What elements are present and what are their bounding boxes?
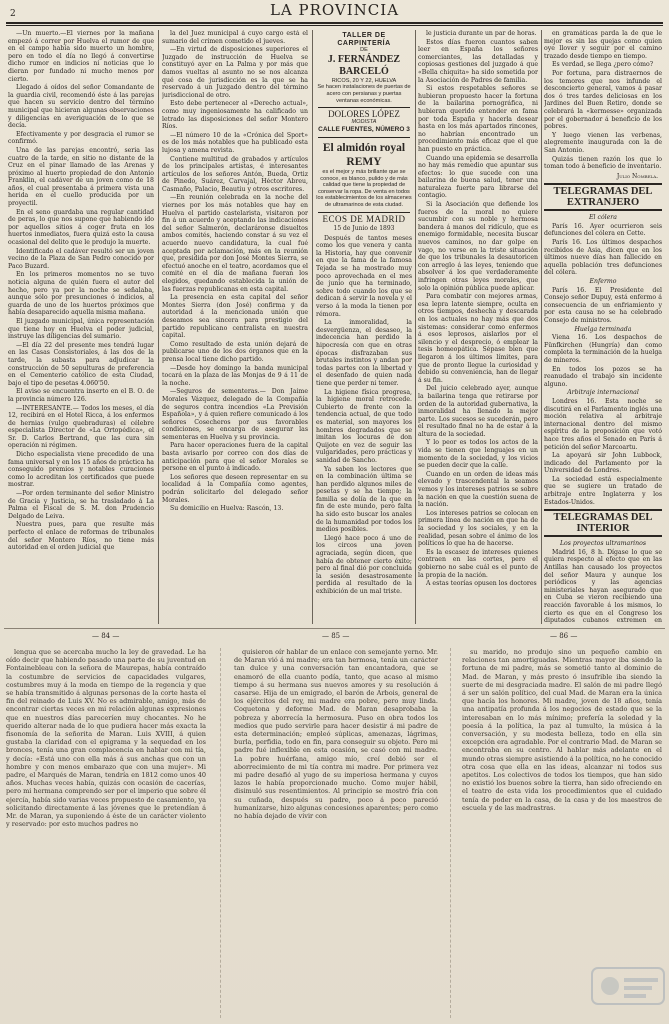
telegram-text: En todos los pozos se ha reanudado el trabajo sin incidente alguno. bbox=[544, 365, 662, 388]
news-paragraph: —Desde hoy domingo la banda municipal tocará en la plaza de las Monjas de 9 á 11 de la noche. bbox=[162, 364, 308, 387]
carpentry-text: Se hacen instalaciones de puertas de acero con persianas y puertas ventanas económicas. bbox=[317, 84, 411, 104]
news-paragraph: —Seguros de sementeras.— Don Jaime Morales Vázquez, delegado de la Compañía de seguros contra incendios «La Previsión Española», y á quien refiere comunicado á los señores Cosecheros por sus favorables condiciones, se encarga de asegurar las sementeras en Huelva y su provincia. bbox=[162, 388, 308, 441]
masthead-rule-thin bbox=[6, 25, 663, 26]
news-paragraph: El juzgado municipal, única representación que tiene hoy en Huelva el poder judicial, instruye las diligencias del sumario. bbox=[8, 317, 154, 341]
news-paragraph: —INTERESANTE.— Todos los meses, el día 12, recibirá en el Hotel Ricca, á los enfermos de hernias (vulgo quebraduras) el célebre especialista Director de «La Ortopédica», el Sr. D. Carlos Bertrand, que las cura sin operación ni régimen. bbox=[8, 404, 154, 450]
news-paragraph: Y lo peor es todos los actos de la vida se tienen que lenguajes en un momento de la sociedad, y los vicios se pueden decir que la calle. bbox=[418, 439, 538, 470]
telegram-text: La sociedad está especialmente que se sugiere un tratado de arbitraje entre Inglaterra y los Estados-Unidos. bbox=[544, 475, 662, 506]
news-paragraph: —El número 10 de la «Crónica del Sport» es de los más notables que ha publicado esta lujosa y amena revista. bbox=[162, 131, 308, 154]
news-paragraph: Los intereses patrios se colocan en primera línea de nación en que ha de la sociedad y los sociales, y en la realidad, pesan sobre el ánimo de los políticos lo que ha de hacerse. bbox=[418, 509, 538, 548]
telegrams-column bbox=[544, 30, 662, 624]
news-paragraph: Por fortuna, para distraernos de los temores que nos infunde el desconcierto general, vamos á pasar dos ó tres tardes deliciosas en los Jardines del Buen Retiro, donde se celebrará la «kermesse» organizada por el gobernador á beneficio de los pobres. bbox=[544, 69, 662, 131]
telegram-text: Londres 16. Esta noche se discutirá en el Parlamento inglés una moción relativa al arbitraje internacional dentro del mismo espíritu de la proposición que votó hace tres años el Senado en París á petición del señor Marcoartu. bbox=[544, 397, 662, 451]
news-paragraph: En los primeros momentos no se tuvo noticia alguna de quién fuera el autor del hecho, pero ya por la noche se señalaba, aunque sólo por presunciones ó indicios, al guarda de uno de los huertos próximos que había desaparecido aquella misma mañana. bbox=[8, 271, 154, 317]
news-paragraph: Llegó hace poco á uno de los circos una joven agraciada, según dicen, que había de obtener cierto éxito; pero al final dió por concluida la sesión desastrosamente perdida al resultado de la exhibición de un mal triste. bbox=[316, 534, 412, 595]
news-paragraph: Esto debe pertenecer al «Derecho actual», como muy ingeniosamente ha calificado un letrado las disposiciones del señor Montero Ríos. bbox=[162, 100, 308, 131]
news-column-4 bbox=[418, 30, 538, 624]
news-paragraph: En el seno guardaba una regular cantidad de peras, lo que nos supone que habiendo ido por aquellos sitios á coger fruta en los huertos inmediatos, fuera quizá esto la causa ocasional del delito que le produjo la muerte. bbox=[8, 208, 154, 247]
ads-and-ecos-column bbox=[316, 30, 412, 624]
news-paragraph: Identificado el cadáver resultó ser un joven vecino de la Plaza de San Pedro conocido por Paco Buzard. bbox=[8, 247, 154, 270]
page-separator bbox=[4, 628, 665, 629]
news-paragraph: —En virtud de disposiciones superiores el Juzgado de instrucción de Huelva se constituyó ayer en La Palma y por más que damos vueltas al asunto no se nos alcanza qué cosa de jurisdicción es la que se ha reservado á un Juzgado dentro del término jurisdiccional de otro. bbox=[162, 46, 308, 99]
feuilleton-text: lengua que se acercaba mucho la ley de gravedad. Le ha oído decir que habiendo pasado una parte de su juventud en Fontainebleau con la señora de Maurepas, había contraído la costumbre de servicios de capacidades vulgares, costumbres muy á la moda en tiempo de la regencia y que se había transmitido á algunas personas de la corte hasta el fin del reinado de Luis XV. No es admirable, amigo, más de encontrar ciertas veces en mi relación algunas expresiones que en nuestros días pareceríen muy chocantes. No he querido alterar nada de lo que pudiera hacer más exacta la fisonomía de la señorita de Maran. Luis XVIII, á quien gustaba la claridad con el epigrama y la sequedad en los bronces, tenía una gran complacencia en hablar con mi tía, y decía: «Está uno con ella más á sus anchas que con un hombre y con menos embarazo que con una mujer». Mi padre, el Marqués de Maran, tendría en 1812 como unos 40 años. Muchas veces había, quizás con ocasión de cacerías, pero mi hermana comprendo ser por el imperio que sobre él ejercía, había sido varias veces propuesto de casamiento, ya solicitando directamente á las jóvenes que le pretendían á Mr. de Maran, ya suponiendo á éste de un carácter violento y reservado: por esto muchos padres no bbox=[6, 648, 206, 829]
news-paragraph: Y luego vienen las verbenas, alegremente inaugurada con la de San Antonio. bbox=[544, 131, 662, 154]
news-paragraph: Es la escasez de intereses quienes contraen en las cortes, pero el gobierno no sabe cuál es el punto de la propia de la nación. bbox=[418, 548, 538, 579]
masthead-rule bbox=[6, 22, 663, 24]
feuilleton-text: quisieron oír hablar de un enlace con semejante yerno. Mr. de Maran vió á mi madre; era tan hermosa, tenía un carácter tan dulce y una conversación tan encantadora, que se enamoró de ella cuanto podía, tanto, que acaso al mismo tiempo á su hermana sus nuevos amores y su resolución á casarse. Hija de un emigrado, el barón de Arbois, general de los ejércitos del rey, mi madre era pobre, pero muy linda. Coquetona y deforme Mad. de Maran desaprobaba la pobreza y aborrecía la hermosura. Puso en obra todos los medios que pudo servirle para hacer desistir á mi padre de esta determinación; empleó súplicas, amenazas, lágrimas, burla, perfidia, todo en fin, para conseguir su objeto. Pero mi padre fué inflexible en esta ocasión, se casó con mi madre. La pobre huérfana, amigo mío, creí debió ser el aborrecimiento de mi tía contra mi madre. Por primera vez mi padre desafió al yugo de su imperiosa hermana y cuyos lazos le había proporcionado mucho. Como mujer hábil, disimuló sus resentimientos. Al principio se mostró fría con su cuñada, después su padre, poco á poco pareció humanizarse, hizo algunas concesiones aparentes; pero como no había dejado de vivir con bbox=[234, 648, 438, 821]
foreign-telegrams-heading: TELEGRAMAS DEL EXTRANJERO bbox=[544, 183, 662, 211]
feuilleton-column-1 bbox=[6, 648, 206, 1018]
telegram-text: París 16. Ayer ocurrieron seis defunciones del cólera en Cette. bbox=[544, 222, 662, 238]
news-paragraph: Para combatir con mejores armas, esa lepra latente siempre, oculta en otros tiempos, deshecha y descarada en los actuales no hay más que dos sistemas: considerar como enfermos á esos leprosos, aislarlos por el silencio y el desprecio, ó emplear la tesis homeopática. Sépase bien que llegaron á los últimos límites, para que de pronto llegue la curiosidad y debido su conveniencia, han de llegar á su fin. bbox=[418, 293, 538, 384]
folio-middle: — 85 — bbox=[322, 632, 350, 640]
column-divider bbox=[312, 30, 313, 624]
masthead bbox=[0, 0, 669, 22]
modista-label: MODISTA bbox=[351, 118, 377, 125]
folio-left: — 84 — bbox=[92, 632, 120, 640]
modista-name: DOLORES LÓPEZ bbox=[328, 109, 400, 120]
page-number: 2 bbox=[10, 9, 17, 19]
column-divider bbox=[158, 30, 159, 624]
news-paragraph: le justicia durante un par de horas. bbox=[426, 30, 537, 37]
telegram-text: Madrid 16, 8 h. Dígase lo que se quiera respecto al efecto que en las Antillas han causado los proyectos del señor Maura y aunque los periódicos y las agencias ministeriales hayan asegurado que en Cuba se vieron recibiendo una reacción favorable á los mismos, lo cierto es que en el Congreso los diputados cubanos extremen en bbox=[544, 548, 662, 624]
telegram-subheading: El cólera bbox=[589, 214, 617, 222]
watermark-logo-icon bbox=[590, 960, 666, 1012]
news-paragraph: Una de las parejas encontró, seria las cuatro de la tarde, en sitio no distante de la Cruz en el pinar llamado de las Arenas y próximo al huerto propiedad de don Antonio Franklin, el cadáver de un joven como de 18 años, el cual presentaba á primera vista una herida en el cuello producida por un proyectil. bbox=[8, 146, 154, 208]
telegram-text: París 16. Los últimos despachos recibidos de Asia, dicen que en los últimos nueve días han fallecido en aquella población tres defunciones del cólera. bbox=[544, 239, 662, 277]
carpentry-address: RICOS, 20 Y 22, HUELVA bbox=[331, 77, 397, 84]
telegram-text: La apoyará sir John Lubbock, indicado del Parlamento por la Universidad de Londres. bbox=[544, 452, 662, 475]
news-paragraph: Cuando una epidemia se desarrolla no hay más remedio que apuntar sus efectos: lo que sucede con una bailarina de buena salud, tener una naturaleza fuerte para librarse del contagio. bbox=[418, 154, 538, 200]
modista-ad bbox=[316, 111, 412, 134]
news-paragraph: Cuando en un orden de ideas más elevado y trascendental la seamos vemos y los intereses patrios se sobre la nación en que la cuestión suena de la nación. bbox=[418, 470, 538, 509]
telegram-text: Viena 16. Los despachos de Fünfkirchen (Hungría) dan como completa la terminación de la huelga de mineros. bbox=[544, 334, 662, 364]
remy-title: El almidón royal REMY bbox=[322, 141, 406, 168]
news-paragraph: La inmoralidad, la desvergüenza, el desaseo, la indecencia han perdido la hipocresía con que en otras épocas disfrazaban sus brutales instintos y andan por todas partes con la libertad y el desenfado de quien nada tiene que perder ni temer. bbox=[316, 319, 412, 387]
news-paragraph: Efectivamente y por desgracia el rumor se confirmó. bbox=[8, 130, 154, 146]
library-watermark bbox=[590, 960, 666, 1012]
news-paragraph: Estos días fueron cuantos saben leer en España los señores comerciantes, las detalladas y copiosas gestiones del juzgado á que «Bella chiquita» ha sido sometida por la Asociación de Padres de familia. bbox=[418, 38, 538, 84]
column-divider bbox=[415, 30, 416, 624]
carpentry-name: J. FERNÁNDEZ BARCELÓ bbox=[327, 53, 401, 77]
ad-divider bbox=[318, 107, 410, 108]
news-paragraph: La presencia en esta capital del señor Montes Sierra (don José) confirma y da autoridad á la mencionada unión que deseamos sea sincera para prestigio del partido republicano centralista en nuestra capital. bbox=[162, 294, 308, 340]
news-paragraph: Los señores que deseen representar en su localidad á la Compañía como agentes, podrán solicitarlo del delegado señor Morales. bbox=[162, 473, 308, 504]
news-paragraph: —Un muerto.—El viernes por la mañana empezó á correr por Huelva el rumor de que en el campo había sido muerto un hombre, pero en todo el día no llegó á convertirse dicho rumor en indicios ni noticias que lo dieran por fundado ni mucho menos por cierto. bbox=[8, 30, 154, 83]
news-paragraph: Del juicio celebrado ayer, aunque la bailarina tenga que retirarse por orden de la autoridad gubernativa, la inmoralidad ha llenado la mejor parte. Los sucesos se sucederán, pero el resultado final no ha de estar á la altura de la sociedad. bbox=[418, 385, 538, 438]
news-paragraph: —En reunión celebrada en la noche del viernes por los más notables que hay en Huelva el partido castelarista, visitaron por fin á un acuerdo y aceptando las indicaciones del señor Salmerón, declaráronse disueltos ambos comités, haciendo constar á su vez el acuerdo nuevo candidatura, la cual fué aceptada por aclamación, más en la reunión que, presidida por don José Montes Sierra, se efectuó anoche en el teatro, acordamos que el comité en el día de mañana fueran los elegidos, quedando establecida la unión de las fuerzas republicanas en esta capital. bbox=[162, 194, 308, 293]
news-paragraph: Llegado á oídos del señor Comandante de la guardia civil, recomendó éste á las parejas que hacen su servicio dentro del término municipal que hicieran algunas observaciones y diligencias en averiguación de lo que se decía. bbox=[8, 84, 154, 130]
column-divider bbox=[541, 30, 542, 624]
news-paragraph: Después de tantos meses como los que venera y canta la Historia, hay que convenir en que la fama de la famosa Tejada se ha mostrado muy poco aprovechada en el mes de junio que ha terminado, sobre todo cuando los que se dedican á servir la novela y el verso á la moda la tienen por rémora. bbox=[316, 234, 412, 318]
news-paragraph: Si la Asociación que defiende los fueros de la moral no quiere sucumbir con su noble y hermosa bandera á manos del ridículo, que es enemigo formidable, necesita buscar nuevos caminos, no dar golpe en vago, no verse en la triste situación de que los tribunales la desautoricen con arreglo á las leyes, teniendo que absolver á los que verdaderamente infringen otras leyes morales, que solo la opinión pública puede aplicar. bbox=[418, 201, 538, 292]
feuilleton-divider bbox=[220, 648, 221, 1018]
feuilleton-text: su marido, no produjo sino un pequeño cambio en relaciones tan amortiguadas. Mientras mayor iba siendo la fortuna de mi padre, más se sometió tanto al dominio de Mad. de Maran, y más presto ó insufrible iba siendo la suerte de mi desgraciada madre. El salón de mi padre llegó á ser un salón político, del cual Mad. de Maran era la única que hacía los honores. Mi madre, joven de 18 años, tenía una antipatía profunda á los negocios de estado que se la interesaban en lo más mínimo; prefería la soledad y la poesía á la política, la paz al tumulto, la música á la conversación, y su modesta belleza, todo en ella sin excepción era agradable. Por el contrario Mad. de Maran se encontraba en su centro. Al hablar más adelante en el mundo otras siempre asistiendo á la política, no he conocido otra cosa que ella en las ideas, alcanzar ni todos sus apetitos. Los colectivos de todos los tiempos, que han sido no existió los buenos sobre la tierra, han sido ofreciendo en el teatro de esta vida los procedimientos que el cuidado tenía de poder en la casa, de la casa y de los maestros de escuela y de las madrastras. bbox=[462, 648, 662, 812]
telegram-text: París 16. El Presidente del Consejo señor Dupuy, está enfermo á consecuencia de un enfriamiento y por esta causa no se ha celebrado Consejo de ministros. bbox=[544, 286, 662, 324]
news-paragraph: —El día 22 del presente mes tendrá lugar en las Casas Consistoriales, á las dos de la tarde, la subasta para adjudicar la construcción de 50 sepulturas de preferencia en el Cementerio católico de esta Ciudad, bajo el tipo de pesetas 4.060'50. bbox=[8, 341, 154, 387]
news-paragraph: Como resultado de esta unión dejará de publicarse uno de los dos órganos que en la prensa local tiene dicho partido. bbox=[162, 340, 308, 363]
news-paragraph: la del Juez municipal á cuyo cargo está el sumario del crimen cometido el jueves. bbox=[162, 30, 308, 45]
feuilleton-column-2 bbox=[234, 648, 438, 1018]
news-paragraph: Contiene multitud de grabados y artículos de los principales artistas, é interesantes artículos de los señores Antón, Bueda, Ortiz de Pinedo, Suárez, Carvajal, Héctor Abreu, Casmaño, Palacio, Beautiu y otros escritores. bbox=[162, 155, 308, 193]
news-column-2 bbox=[162, 30, 308, 624]
folio-right: — 86 — bbox=[550, 632, 578, 640]
ecos-heading: ECOS DE MADRID bbox=[322, 213, 406, 224]
author-signature: Julio Nombela. bbox=[616, 172, 658, 180]
news-paragraph: A estas teorías opusen los doctores bbox=[426, 580, 537, 588]
telegram-subheading: Arbitraje internacional bbox=[567, 389, 639, 397]
telegram-subheading: Los proyectos ultramarinos bbox=[559, 540, 647, 548]
news-paragraph: La higiene física progresa, la higiene moral retrocede. Cubierto de frente con la tendencia actual, de que todo es material, son mayores los hombres degradados que se imitan los locuras de don Quijote en vez de seguir las vulgaridades, pero prácticas y sanidad de Sancho. bbox=[316, 388, 412, 464]
news-column-1 bbox=[8, 30, 154, 624]
carpentry-de: DE bbox=[360, 47, 368, 54]
news-paragraph: Ya saben los lectores que en la combinación última se han perdido algunos miles de pesetas y se ha tiempo; la familia se dolía de la que en fin de este mundo, pero falta ha sido esto buscar los anales de la humanidad por todos los medios posibles. bbox=[316, 465, 412, 534]
news-paragraph: Dicho especialista viene precedido de una fama universal y en los 15 años de práctica ha conseguido premios y notables curaciones como lo acreditan los certificados que puede mostrar. bbox=[8, 451, 154, 489]
news-paragraph: El aviso se encuentra inserto en el B. O. de la provincia número 126. bbox=[8, 388, 154, 403]
ad-divider bbox=[318, 137, 410, 138]
news-paragraph: Para hacer operaciones fuera de la capital basta avisarlo por correo con dos días de anticipación para que el señor Morales se persone en el punto á indicado. bbox=[162, 442, 308, 473]
telegram-subheading: Enfermo bbox=[589, 278, 617, 286]
carpentry-header: TALLER DE CARPINTERÍA bbox=[337, 32, 391, 47]
modista-address: CALLE FUENTES, NÚMERO 3 bbox=[318, 126, 410, 134]
news-paragraph: Si estos respetables señores se hubieran propuesto hacer la fortuna de la bailarina pornográfica, ni hubieran querido entender en fama por toda España y hacerla desear hasta en los más apartados rincones, no habrían encontrado un procedimiento más eficaz que el que han puesto en práctica. bbox=[418, 85, 538, 153]
ecos-date: 15 de Junio de 1893 bbox=[333, 225, 395, 233]
newspaper-title: LA PROVINCIA bbox=[269, 1, 400, 19]
news-paragraph: Es verdad, se llega ¿pero cómo? bbox=[552, 61, 654, 69]
remy-ad bbox=[316, 141, 412, 209]
feuilleton-divider bbox=[450, 648, 451, 1018]
news-paragraph: en gramáticas parda la de que le mejor es sin las quejas como quien oye llover y seguir por el camino trazado desde tiempo en tiempo. bbox=[544, 30, 662, 60]
news-paragraph: Nuestra pues, para que resulte más perfecto el enlace de reformas de tribunales del señor Montero Ríos, no tiene más autoridad en el orden judicial que bbox=[8, 521, 154, 552]
telegram-subheading: Huelga terminada bbox=[574, 325, 632, 333]
remy-text: es el mejor y más brillante que se conoce, es blanco, pulido y de más calidad que tiene la propiedad de conservar la ropa. De venta en todos los establecimientos de los almacenes de ultramarinos de esta ciudad. bbox=[316, 168, 412, 208]
news-paragraph: Quizás tienen razón los que lo toman todo á beneficio de inventario. bbox=[544, 155, 662, 171]
ad-divider bbox=[318, 212, 410, 213]
news-paragraph: Su domicilio en Huelva: Rascón, 13. bbox=[170, 505, 284, 513]
news-paragraph: —Por orden terminante del señor Ministro de Gracia y Justicia, se ha trasladado á La Palma el Fiscal de S. M. don Prudencio Delgado de Leiva. bbox=[8, 490, 154, 520]
interior-telegrams-heading: TELEGRAMAS DEL INTERIOR bbox=[544, 509, 662, 537]
carpentry-ad bbox=[316, 32, 412, 104]
